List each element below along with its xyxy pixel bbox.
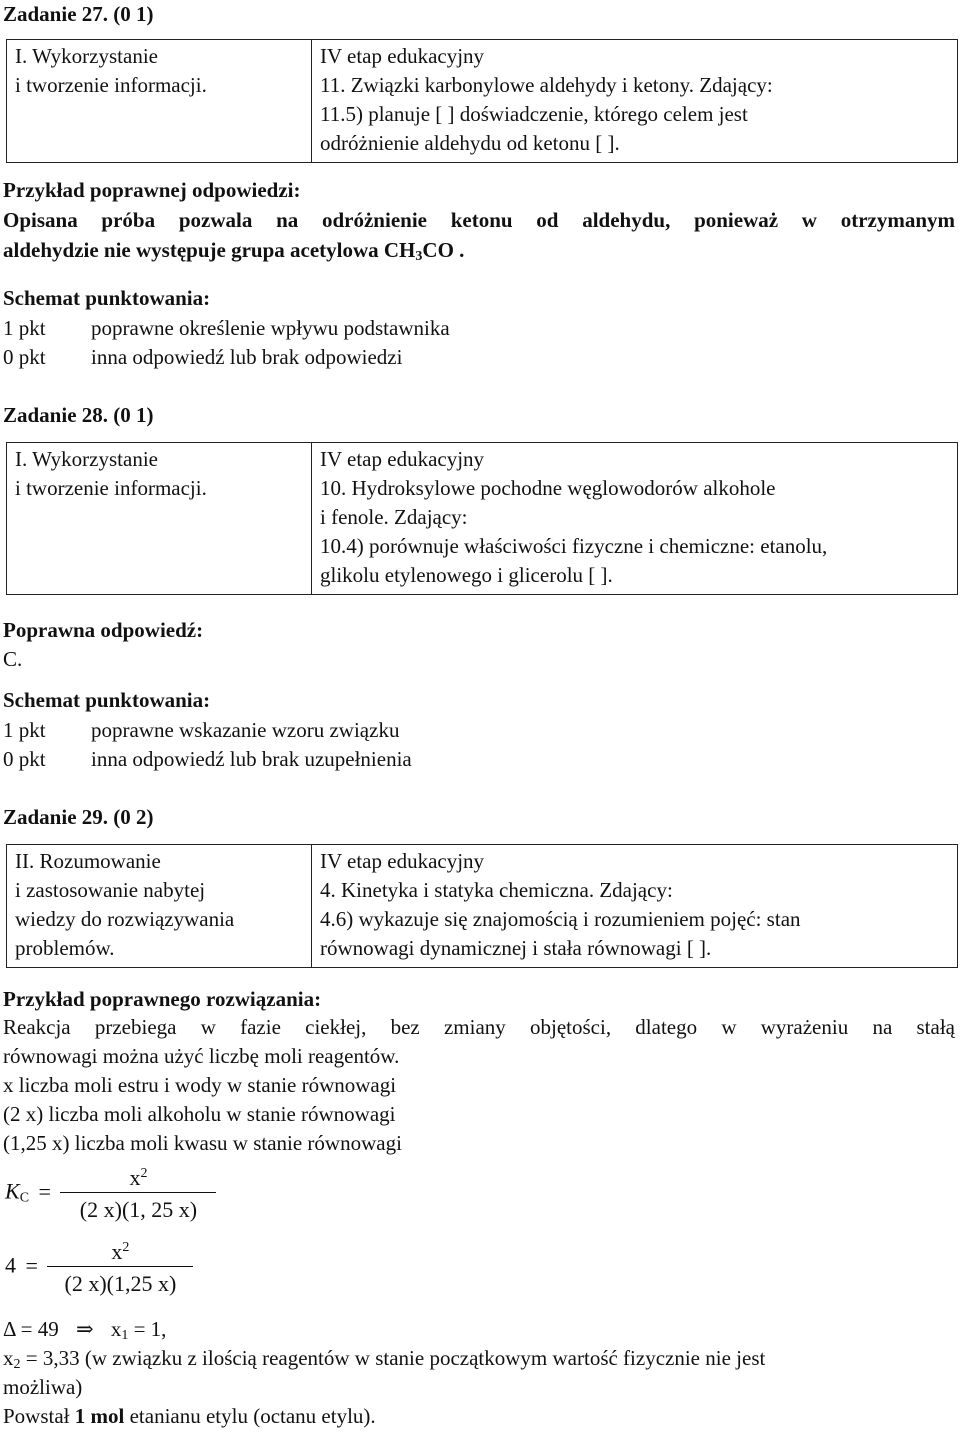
x2-result-line: $x_2 = 3,33$ (w związku z ilością reagentów w stanie początkowym wartość fizycznie nie jest [3,1346,766,1372]
definition-line: (2 x) liczba moli alkoholu w stanie równowagi [3,1102,396,1126]
equilibrium-constant-formula: $K_C$ = $\frac{x^2}{(2 x)(1, 25 x)}$ [5,1163,216,1224]
definition-line: x liczba moli estru i wody w stanie równowagi [3,1073,397,1097]
task-29-requirements-table [6,844,958,968]
scoring-row: 0 pkt inna odpowiedź lub brak uzupełnienia [3,747,412,771]
fraction: $\frac{x^2}{(2 x)(1,25 x)}$ [47,1237,193,1298]
definition-line: (1,25 x) liczba moli kwasu w stanie równowagi [3,1131,402,1155]
example-answer-line: aldehydzie nie występuje grupa acetylowa $CH_3CO$ . [3,238,465,264]
x2-result-line: możliwa) [3,1375,83,1399]
fraction: $\frac{x^2}{(2 x)(1, 25 x)}$ [60,1163,216,1224]
implies-arrow-icon: ⇒ [75,1317,94,1341]
numeric-equation-formula: 4 = $\frac{x^2}{(2 x)(1,25 x)}$ [5,1237,193,1298]
task-27-title: Zadanie 27. (0 1) [3,2,154,26]
solution-paragraph-line: równowagi można użyć liczbę moli reagentów. [3,1044,400,1068]
task-28-requirements-table [6,442,958,595]
scoring-label: Schemat punktowania: [3,688,211,712]
requirement-detail: IV etap edukacyjny 4. Kinetyka i statyka chemiczna. Zdający: 4.6) wykazuje się znajomością i rozumieniem pojęć: stan równowagi dynamicznej i stała równowagi [ ]. [312,845,958,968]
requirement-area: II. Rozumowanie i zastosowanie nabytej wiedzy do rozwiązywania problemów. [7,845,312,968]
requirement-area: I. Wykorzystanie i tworzenie informacji. [7,443,312,595]
example-solution-label: Przykład poprawnego rozwiązania: [3,987,322,1011]
example-answer-label: Przykład poprawnej odpowiedzi: [3,178,301,202]
requirement-detail: IV etap edukacyjny 10. Hydroksylowe pochodne węglowodorów alkohole i fenole. Zdający: 10.4) porównuje właściwości fizyczne i chemiczne: etanolu, glikolu etylenowego i glicerolu [ ]. [312,443,958,595]
solution-paragraph-line: Reakcja przebiega w fazie ciekłej, bez zmiany objętości, dlatego w wyrażeniu na stałą [3,1015,955,1039]
correct-answer-label: Poprawna odpowiedź: [3,618,204,642]
task-28-title: Zadanie 28. (0 1) [3,403,154,427]
scoring-row: 1 pkt poprawne określenie wpływu podstawnika [3,316,450,340]
correct-answer: C. [3,647,23,671]
example-answer-line: Opisana próba pozwala na odróżnienie ketonu od aldehydu, ponieważ w otrzymanym [3,208,955,232]
delta-result-line: Δ = 49 ⇒ $x_1 = 1$, [3,1317,167,1343]
requirement-area: I. Wykorzystanie i tworzenie informacji. [7,40,312,163]
final-answer-line: Powstał 1 mol etanianu etylu (octanu etylu). [3,1404,376,1428]
requirement-detail: IV etap edukacyjny 11. Związki karbonylowe aldehydy i ketony. Zdający: 11.5) planuje [ ] doświadczenie, którego celem jest odróżnienie aldehydu od ketonu [ ]. [312,40,958,163]
scoring-row: 0 pkt inna odpowiedź lub brak odpowiedzi [3,345,403,369]
task-29-title: Zadanie 29. (0 2) [3,805,154,829]
task-27-requirements-table [6,39,958,163]
scoring-label: Schemat punktowania: [3,286,211,310]
scoring-row: 1 pkt poprawne wskazanie wzoru związku [3,718,400,742]
